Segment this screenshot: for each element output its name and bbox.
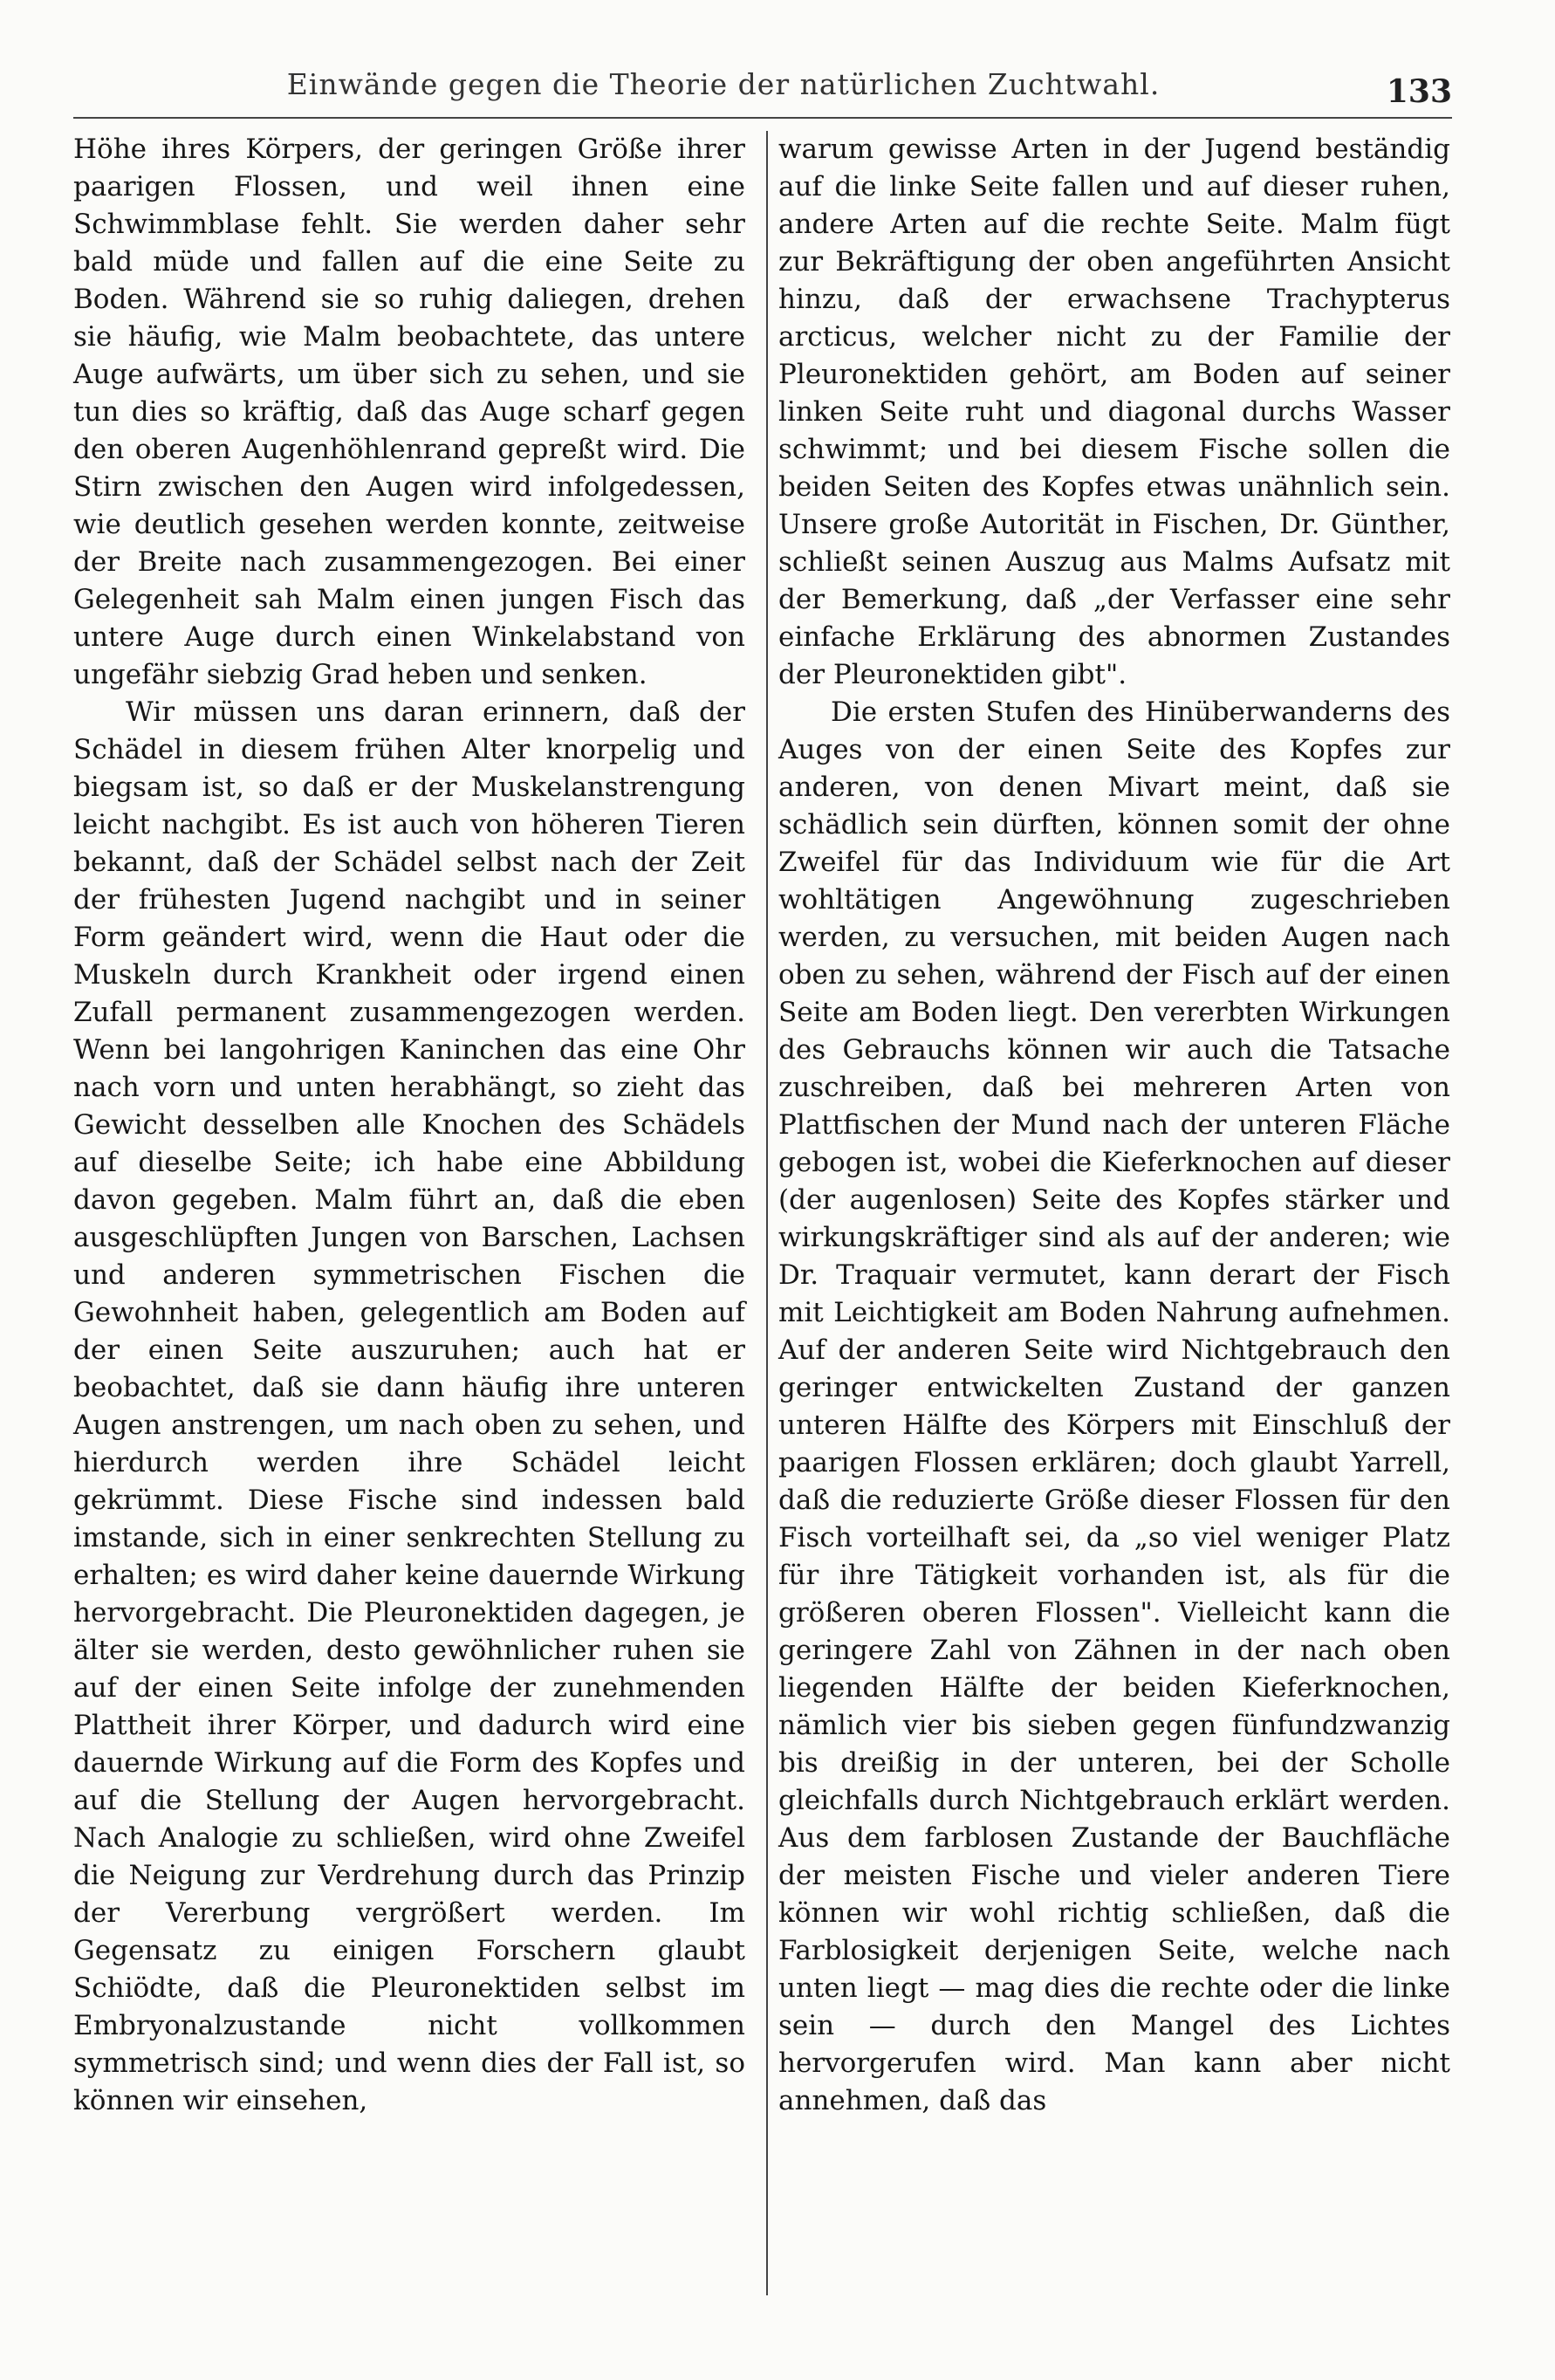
running-head: Einwände gegen die Theorie der natürlichen Zuchtwahl. xyxy=(286,67,1161,101)
right-column xyxy=(778,131,1450,2120)
header-rule xyxy=(73,117,1452,119)
page-number: 133 xyxy=(1386,73,1452,110)
paragraph: warum gewisse Arten in der Jugend beständig auf die linke Seite fallen und auf dieser ruhen, andere Arten auf die rechte Seite. Malm fügt zur Bekräftigung der oben angeführten Ansicht hinzu, daß der erwachsene Trachypterus arcticus, welcher nicht zu der Familie der Pleuronektiden gehört, am Boden auf seiner linken Seite ruht und diagonal durchs Wasser schwimmt; und bei diesem Fische sollen die beiden Seiten des Kopfes etwas unähnlich sein. Unsere große Autorität in Fischen, Dr. Günther, schließt seinen Auszug aus Malms Aufsatz mit der Bemerkung, daß „der Verfasser eine sehr einfache Erklärung des abnormen Zustandes der Pleuronektiden gibt". xyxy=(778,134,1450,690)
page-header xyxy=(73,54,1452,115)
column-divider xyxy=(766,131,768,2295)
paragraph: Die ersten Stufen des Hinüberwanderns des Auges von der einen Seite des Kopfes zur anderen, von denen Mivart meint, daß sie schädlich sein dürften, können somit der ohne Zweifel für das Individuum wie für die Art wohltätigen Angewöhnung zugeschrieben werden, zu versuchen, mit beiden Augen nach oben zu sehen, während der Fisch auf der einen Seite am Boden liegt. Den vererbten Wirkungen des Gebrauchs können wir auch die Tatsache zuschreiben, daß bei mehreren Arten von Plattfischen der Mund nach der unteren Fläche gebogen ist, wobei die Kieferknochen auf dieser (der augenlosen) Seite des Kopfes stärker und wirkungskräftiger sind als auf der anderen; wie Dr. Traquair vermutet, kann derart der Fisch mit Leichtigkeit am Boden Nahrung aufnehmen. Auf der anderen Seite wird Nichtgebrauch den geringer entwickelten Zustand der ganzen unteren Hälfte des Körpers mit Einschluß der paarigen Flossen erklären; doch glaubt Yarrell, daß die reduzierte Größe dieser Flossen für den Fisch vorteilhaft sei, da „so viel weniger Platz für ihre Tätigkeit vorhanden ist, als für die größeren oberen Flossen". Vielleicht kann die geringere Zahl von Zähnen in der nach oben liegenden Hälfte der beiden Kieferknochen, nämlich vier bis sieben gegen fünfundzwanzig bis dreißig in der unteren, bei der Scholle gleichfalls durch Nichtgebrauch erklärt werden. Aus dem farblosen Zustande der Bauchfläche der meisten Fische und vieler anderen Tiere können wir wohl richtig schließen, daß die Farblosigkeit derjenigen Seite, welche nach unten liegt — mag dies die rechte oder die linke sein — durch den Mangel des Lichtes hervorgerufen wird. Man kann aber nicht annehmen, daß das xyxy=(778,696,1450,2116)
left-column xyxy=(73,131,745,2120)
paragraph: Höhe ihres Körpers, der geringen Größe ihrer paarigen Flossen, und weil ihnen eine Schwimmblase fehlt. Sie werden daher sehr bald müde und fallen auf die eine Seite zu Boden. Während sie so ruhig daliegen, drehen sie häufig, wie Malm beobachtete, das untere Auge aufwärts, um über sich zu sehen, und sie tun dies so kräftig, daß das Auge scharf gegen den oberen Augenhöhlenrand gepreßt wird. Die Stirn zwischen den Augen wird infolgedessen, wie deutlich gesehen werden konnte, zeitweise der Breite nach zusammengezogen. Bei einer Gelegenheit sah Malm einen jungen Fisch das untere Auge durch einen Winkelabstand von ungefähr siebzig Grad heben und senken. xyxy=(73,134,745,690)
paragraph: Wir müssen uns daran erinnern, daß der Schädel in diesem frühen Alter knorpelig und biegsam ist, so daß er der Muskelanstrengung leicht nachgibt. Es ist auch von höheren Tieren bekannt, daß der Schädel selbst nach der Zeit der frühesten Jugend nachgibt und in seiner Form geändert wird, wenn die Haut oder die Muskeln durch Krankheit oder irgend einen Zufall permanent zusammengezogen werden. Wenn bei langohrigen Kaninchen das eine Ohr nach vorn und unten herabhängt, so zieht das Gewicht desselben alle Knochen des Schädels auf dieselbe Seite; ich habe eine Abbildung davon gegeben. Malm führt an, daß die eben ausgeschlüpften Jungen von Barschen, Lachsen und anderen symmetrischen Fischen die Gewohnheit haben, gelegentlich am Boden auf der einen Seite auszuruhen; auch hat er beobachtet, daß sie dann häufig ihre unteren Augen anstrengen, um nach oben zu sehen, und hierdurch werden ihre Schädel leicht gekrümmt. Diese Fische sind indessen bald imstande, sich in einer senkrechten Stellung zu erhalten; es wird daher keine dauernde Wirkung hervorgebracht. Die Pleuronektiden dagegen, je älter sie werden, desto gewöhnlicher ruhen sie auf der einen Seite infolge der zunehmenden Plattheit ihrer Körper, und dadurch wird eine dauernde Wirkung auf die Form des Kopfes und auf die Stellung der Augen hervorgebracht. Nach Analogie zu schließen, wird ohne Zweifel die Neigung zur Verdrehung durch das Prinzip der Vererbung vergrößert werden. Im Gegensatz zu einigen Forschern glaubt Schiödte, daß die Pleuronektiden selbst im Embryonalzustande nicht vollkommen symmetrisch sind; und wenn dies der Fall ist, so können wir einsehen, xyxy=(73,696,745,2116)
